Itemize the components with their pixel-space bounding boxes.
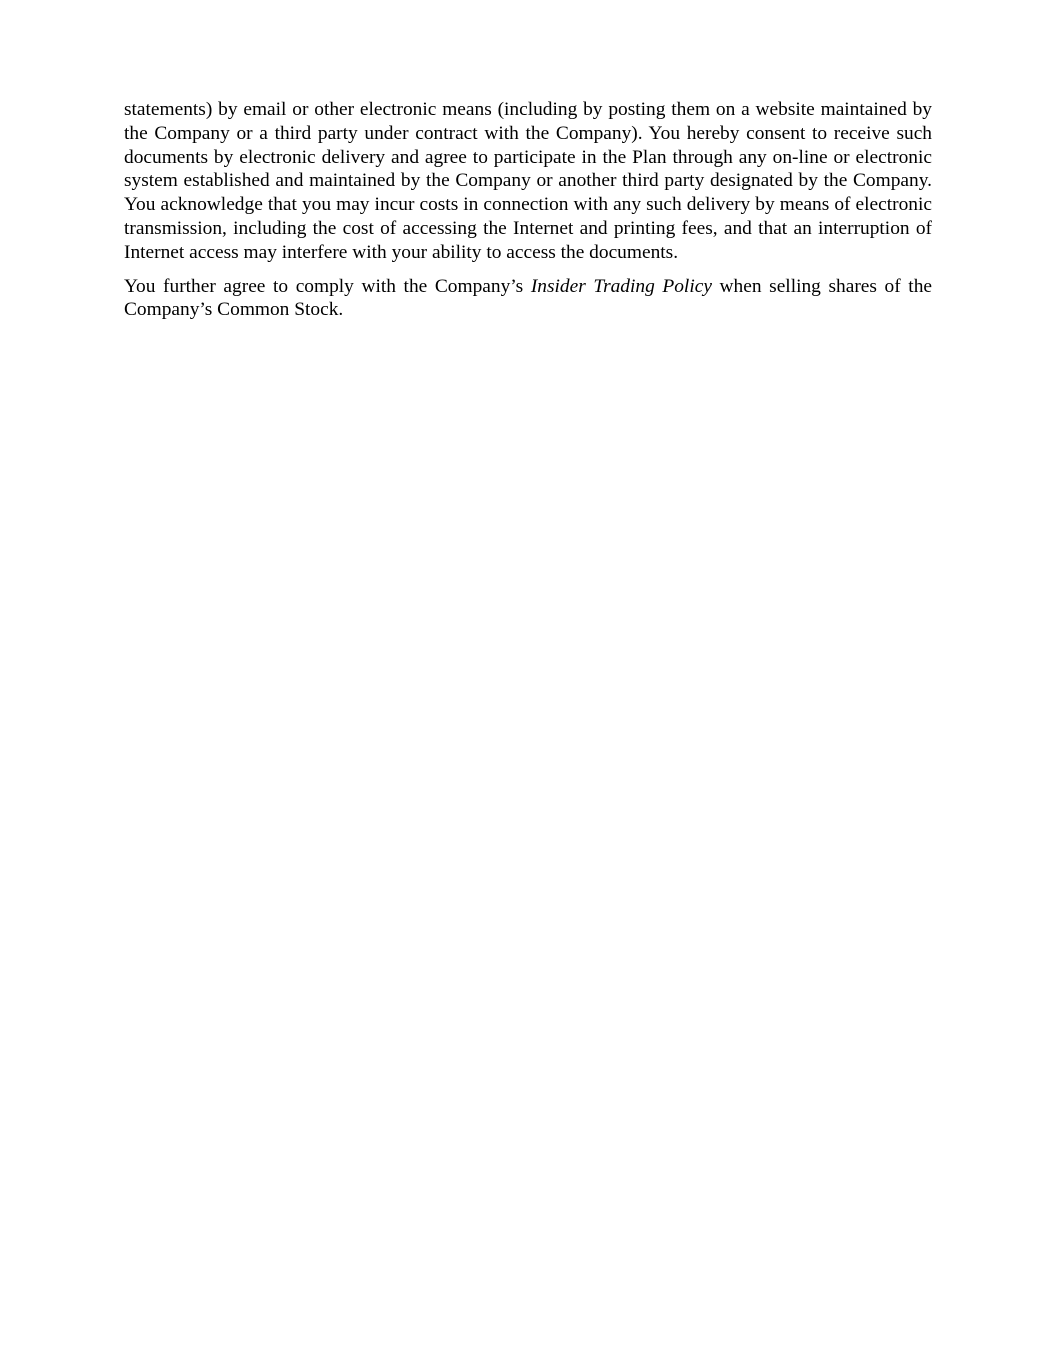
document-body — [124, 98, 932, 332]
paragraph-insider-trading-tail: when selling shares of the Company’s Common Stock. — [124, 275, 932, 321]
paragraph-insider-trading — [124, 275, 932, 323]
insider-trading-policy-title: Insider Trading Policy — [530, 275, 712, 297]
paragraph-insider-trading-lead: You further agree to comply with the Company’s — [124, 275, 531, 297]
paragraph-electronic-delivery: statements) by email or other electronic means (including by posting them on a website maintained by the Company or a third party under contract with the Company). You hereby consent to receive such documents by electronic delivery and agree to participate in the Plan through any on-line or electronic system established and maintained by the Company or another third party designated by the Company. You acknowledge that you may incur costs in connection with any such delivery by means of electronic transmission, including the cost of accessing the Internet and printing fees, and that an interruption of Internet access may interfere with your ability to access the documents. — [124, 99, 932, 263]
